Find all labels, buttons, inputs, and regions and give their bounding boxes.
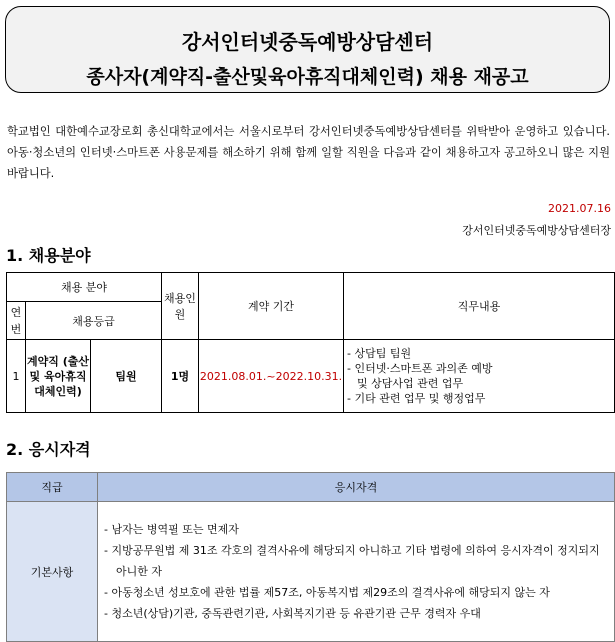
duty-item: - 기타 관련 업무 및 행정업무 [347, 392, 486, 405]
header-duty: 직무내용 [344, 273, 615, 340]
header-period: 계약 기간 [199, 273, 344, 340]
duty-item: - 상담팀 팀원 [347, 347, 412, 360]
row-type: 계약직 (출산 및 육아휴직 대체인력) [26, 340, 91, 413]
title-line-2: 종사자(계약직-출산및육아휴직대체인력) 채용 재공고 [86, 66, 529, 88]
qualification-list [98, 502, 615, 642]
header-field: 채용 분야 [7, 273, 162, 302]
header-grade: 채용등급 [26, 302, 162, 340]
qualification-item: - 아동청소년 성보호에 관한 법률 제57조, 아동복지법 제29조의 결격사유에 해당되지 않는 자 [104, 586, 550, 599]
qualification-item: - 지방공무원법 제 31조 각호의 결격사유에 해당되지 아니하고 기타 법령에 의하여 응시자격이 정지되지 아니한 자 [104, 544, 600, 578]
notice-date: 2021.07.16 [548, 202, 611, 215]
duty-item: - 인터넷·스마트폰 과의존 예방 [347, 362, 493, 375]
intro-paragraph: 학교법인 대한예수교장로회 총신대학교에서는 서울시로부터 강서인터넷중독예방상담센터를 위탁받아 운영하고 있습니다. 아동·청소년의 인터넷·스마트폰 사용문제를 해소하기 위해 함께 일할 직원을 다음과 같이 채용하고자 공고하오니 많은 지원바랍니다. [7, 125, 610, 180]
section-title-recruit-field: 1. 채용분야 [6, 246, 91, 265]
row-grade: 팀원 [91, 340, 162, 413]
row-label-basic: 기본사항 [7, 502, 98, 642]
qualification-item: - 남자는 병역필 또는 면제자 [104, 523, 239, 536]
duty-item: 및 상담사업 관련 업무 [357, 377, 464, 390]
title-line-1: 강서인터넷중독예방상담센터 [181, 30, 434, 54]
header-no: 연번 [7, 302, 26, 340]
row-no: 1 [7, 340, 26, 413]
qualification-table [6, 472, 615, 642]
header-qualification: 응시자격 [98, 473, 615, 502]
recruit-field-table [6, 272, 615, 413]
title-box [5, 6, 610, 93]
row-duties [344, 340, 615, 413]
organization-signature: 강서인터넷중독예방상담센터장 [462, 224, 611, 237]
row-count: 1명 [162, 340, 199, 413]
row-period: 2021.08.01.~2022.10.31. [199, 340, 344, 413]
header-rank: 직급 [7, 473, 98, 502]
qualification-item: - 청소년(상담)기관, 중독관련기관, 사회복지기관 등 유관기관 근무 경력자 우대 [104, 607, 481, 620]
section-title-qualification: 2. 응시자격 [6, 440, 91, 459]
header-count: 채용인원 [162, 273, 199, 340]
